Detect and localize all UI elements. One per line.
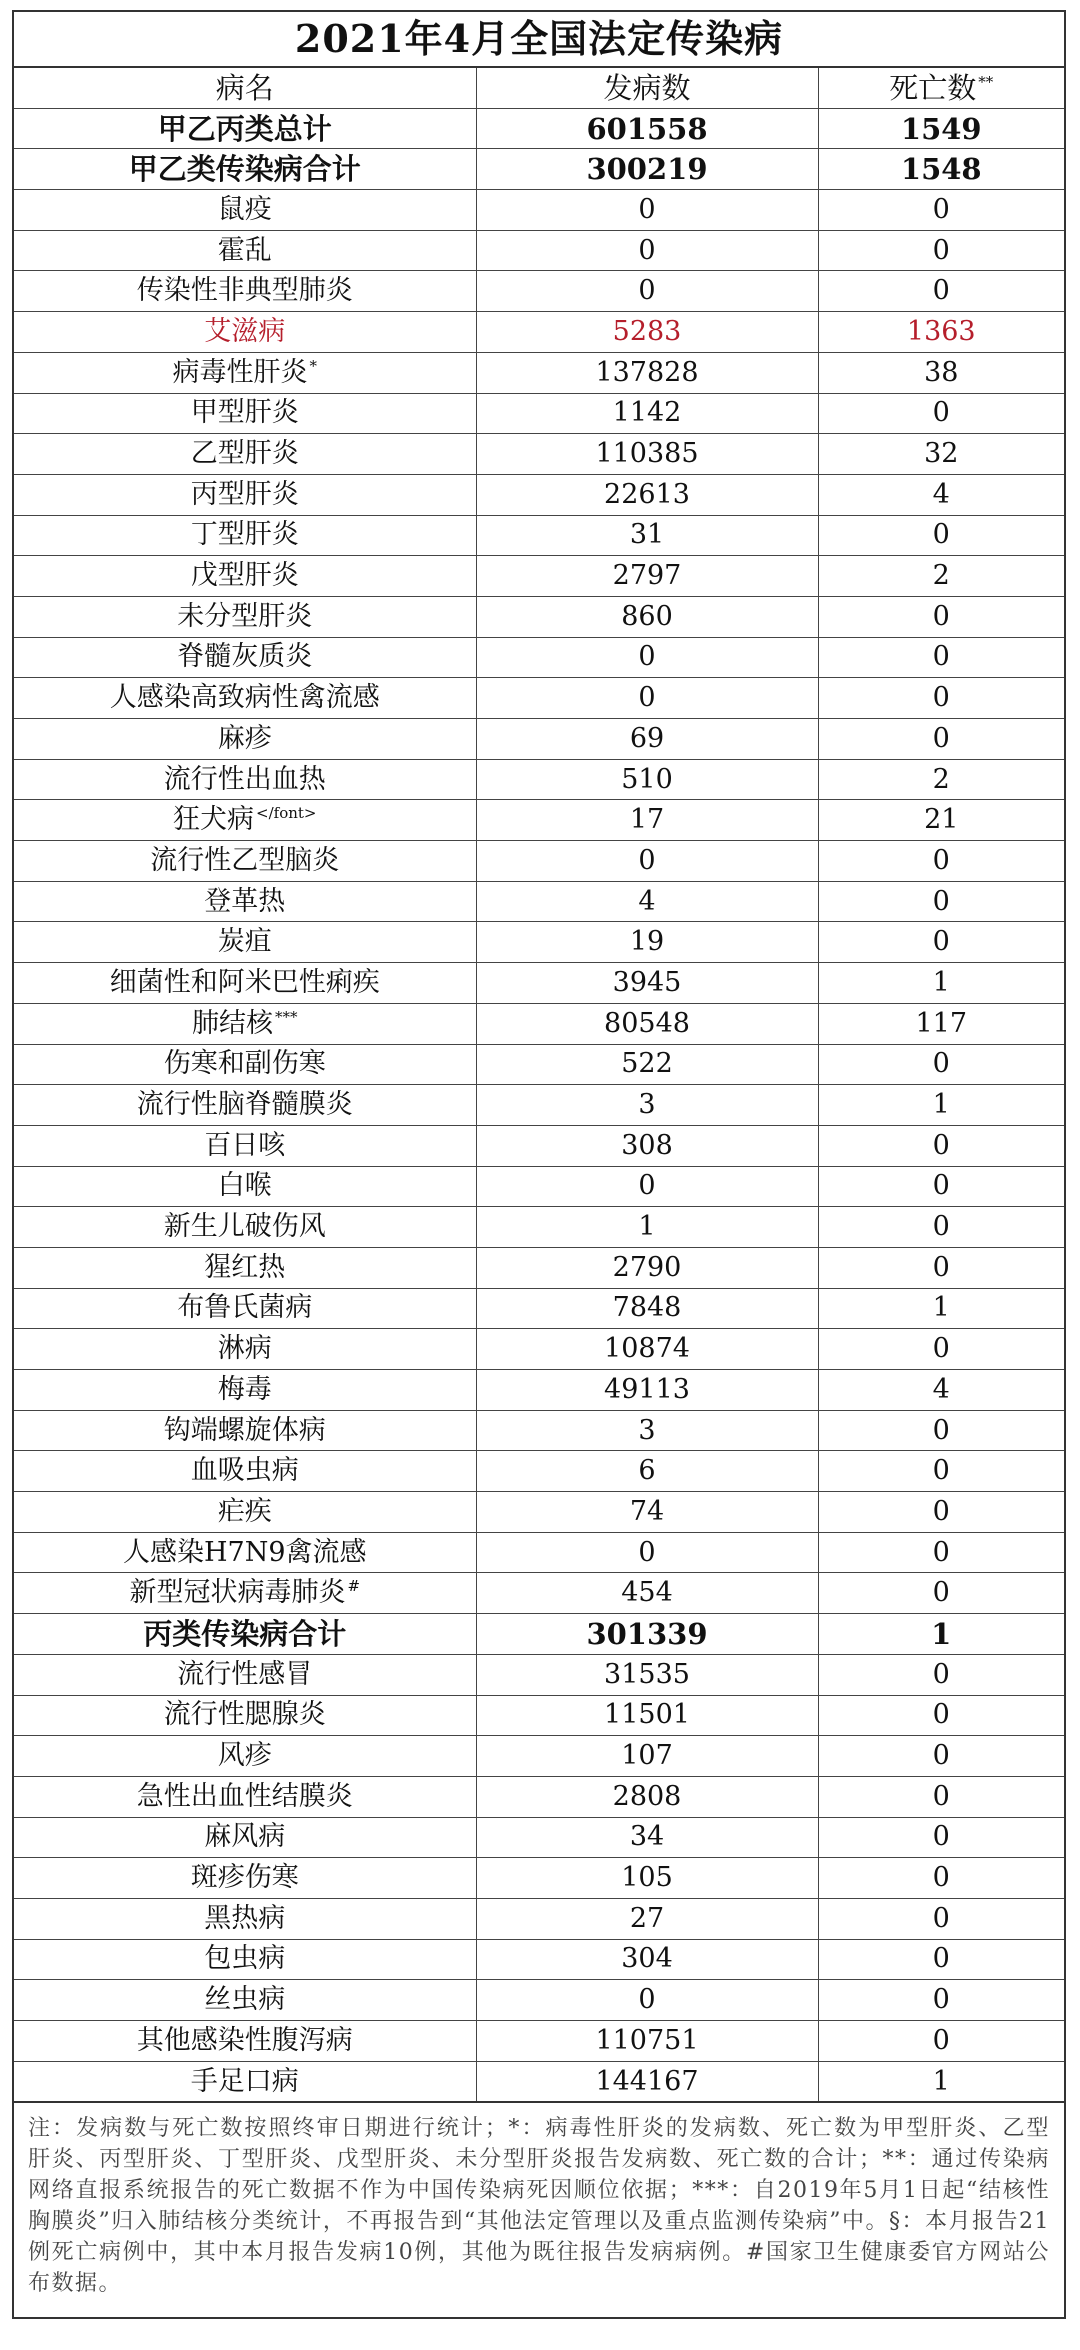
cases-cell: 31535	[476, 1654, 818, 1695]
disease-name: 流行性脑脊髓膜炎	[136, 1089, 353, 1121]
deaths-cell: 0	[818, 881, 1064, 922]
deaths-cell: 0	[818, 393, 1064, 434]
disease-name: 梅毒	[217, 1373, 272, 1405]
table-row	[14, 230, 1064, 271]
deaths-cell: 0	[818, 841, 1064, 882]
disease-name: 麻风病	[204, 1821, 286, 1853]
disease-name: 其他感染性腹泻病	[136, 2024, 353, 2056]
table-row	[14, 881, 1064, 922]
table-row	[14, 2021, 1064, 2062]
cases-cell: 6	[476, 1451, 818, 1492]
table-row	[14, 963, 1064, 1004]
deaths-cell: 1	[818, 1614, 1064, 1655]
disease-name-cell	[14, 1085, 476, 1126]
disease-name-cell	[14, 1736, 476, 1777]
deaths-cell: 0	[818, 1044, 1064, 1085]
cases-cell: 105	[476, 1858, 818, 1899]
disease-name: 新生儿破伤风	[163, 1211, 326, 1243]
disease-name: 疟疾	[217, 1495, 272, 1527]
table-row	[14, 759, 1064, 800]
cases-cell: 0	[476, 230, 818, 271]
disease-name: 霍乱	[217, 234, 272, 266]
table-row	[14, 434, 1064, 475]
disease-name: 包虫病	[204, 1943, 286, 1975]
deaths-cell: 0	[818, 271, 1064, 312]
table-row	[14, 1695, 1064, 1736]
disease-name-cell	[14, 1654, 476, 1695]
table-row	[14, 1898, 1064, 1939]
disease-name: 丙型肝炎	[190, 478, 299, 510]
deaths-cell: 4	[818, 1370, 1064, 1411]
disease-name: 肺结核	[192, 1007, 273, 1039]
disease-name-cell	[14, 841, 476, 882]
page-title: 2021年4月全国法定传染病	[14, 12, 1064, 68]
header-deaths	[818, 68, 1064, 108]
disease-name-cell	[14, 922, 476, 963]
disease-name-cell	[14, 800, 476, 841]
disease-name-cell	[14, 1614, 476, 1655]
disease-name-cell	[14, 1288, 476, 1329]
disease-name: 流行性出血热	[163, 763, 326, 795]
disease-name-cell	[14, 556, 476, 597]
disease-name-cell	[14, 1410, 476, 1451]
header-deaths-mark: **	[978, 73, 994, 92]
table-row	[14, 841, 1064, 882]
disease-name-cell	[14, 1573, 476, 1614]
table-row	[14, 637, 1064, 678]
disease-name: 急性出血性结膜炎	[136, 1780, 353, 1812]
disease-name: 脊髓灰质炎	[177, 641, 313, 673]
disease-name: 风疹	[217, 1740, 272, 1772]
table-header-row	[14, 68, 1064, 108]
cases-cell: 5283	[476, 312, 818, 353]
disease-name-cell	[14, 312, 476, 353]
deaths-cell: 0	[818, 1736, 1064, 1777]
table-row	[14, 1492, 1064, 1533]
cases-cell: 3	[476, 1410, 818, 1451]
disease-name-cell	[14, 1858, 476, 1899]
cases-cell: 11501	[476, 1695, 818, 1736]
deaths-cell: 0	[818, 1451, 1064, 1492]
table-row	[14, 1125, 1064, 1166]
disease-name: 布鲁氏菌病	[177, 1292, 313, 1324]
deaths-cell: 0	[818, 637, 1064, 678]
disease-name-cell	[14, 1532, 476, 1573]
disease-name: 登革热	[204, 885, 286, 917]
disease-name-cell	[14, 881, 476, 922]
disease-name: 流行性乙型脑炎	[150, 844, 340, 876]
cases-cell: 110385	[476, 434, 818, 475]
table-row	[14, 1654, 1064, 1695]
disease-name-cell	[14, 1898, 476, 1939]
table-row	[14, 596, 1064, 637]
table-row	[14, 1817, 1064, 1858]
cases-cell: 308	[476, 1125, 818, 1166]
disease-name: 白喉	[217, 1170, 272, 1202]
deaths-cell: 1549	[818, 108, 1064, 149]
cases-cell: 304	[476, 1939, 818, 1980]
table-row	[14, 1776, 1064, 1817]
deaths-cell: 1363	[818, 312, 1064, 353]
cases-cell: 10874	[476, 1329, 818, 1370]
table-row	[14, 1044, 1064, 1085]
cases-cell: 0	[476, 678, 818, 719]
table-row	[14, 1451, 1064, 1492]
table-row	[14, 108, 1064, 149]
cases-cell: 80548	[476, 1003, 818, 1044]
disease-name-cell	[14, 1003, 476, 1044]
cases-cell: 69	[476, 719, 818, 760]
table-row	[14, 1003, 1064, 1044]
table-row	[14, 1939, 1064, 1980]
disease-name: 病毒性肝炎	[172, 356, 308, 388]
cases-cell: 110751	[476, 2021, 818, 2062]
cases-cell: 2790	[476, 1247, 818, 1288]
disease-name-cell	[14, 1329, 476, 1370]
disease-name-cell	[14, 963, 476, 1004]
cases-cell: 74	[476, 1492, 818, 1533]
disease-name-cell	[14, 271, 476, 312]
deaths-cell: 1	[818, 963, 1064, 1004]
cases-cell: 17	[476, 800, 818, 841]
footnote-mark: #	[347, 1577, 361, 1596]
cases-cell: 4	[476, 881, 818, 922]
deaths-cell: 0	[818, 596, 1064, 637]
disease-name: 甲乙类传染病合计	[128, 152, 361, 187]
deaths-cell: 0	[818, 190, 1064, 231]
table-row	[14, 393, 1064, 434]
table-row	[14, 1288, 1064, 1329]
footnote-mark: </font>	[256, 804, 317, 823]
table-row	[14, 1614, 1064, 1655]
cases-cell: 0	[476, 637, 818, 678]
table-row	[14, 1207, 1064, 1248]
disease-name: 鼠疫	[217, 193, 272, 225]
disease-name-cell	[14, 108, 476, 149]
table-row	[14, 556, 1064, 597]
table-row	[14, 190, 1064, 231]
disease-name-cell	[14, 1776, 476, 1817]
table-row	[14, 149, 1064, 190]
deaths-cell: 0	[818, 2021, 1064, 2062]
header-deaths-label: 死亡数	[889, 70, 977, 105]
deaths-cell: 0	[818, 1125, 1064, 1166]
cases-cell: 19	[476, 922, 818, 963]
deaths-cell: 38	[818, 352, 1064, 393]
cases-cell: 2797	[476, 556, 818, 597]
cases-cell: 860	[476, 596, 818, 637]
disease-name: 麻疹	[217, 722, 272, 754]
table-row	[14, 474, 1064, 515]
disease-name-cell	[14, 1451, 476, 1492]
table-row	[14, 1573, 1064, 1614]
footnote-mark: *	[309, 356, 317, 375]
deaths-cell: 4	[818, 474, 1064, 515]
cases-cell: 0	[476, 1532, 818, 1573]
deaths-cell: 0	[818, 1207, 1064, 1248]
disease-name-cell	[14, 474, 476, 515]
disease-name: 钩端螺旋体病	[163, 1414, 326, 1446]
deaths-cell: 0	[818, 1247, 1064, 1288]
disease-name: 伤寒和副伤寒	[163, 1048, 326, 1080]
disease-name-cell	[14, 1207, 476, 1248]
table-row	[14, 922, 1064, 963]
disease-name: 流行性感冒	[177, 1658, 313, 1690]
cases-cell: 144167	[476, 2061, 818, 2101]
table-body	[14, 108, 1064, 2101]
disease-name-cell	[14, 230, 476, 271]
cases-cell: 0	[476, 1980, 818, 2021]
disease-name-cell	[14, 678, 476, 719]
table-row	[14, 800, 1064, 841]
disease-name: 人感染高致病性禽流感	[109, 682, 380, 714]
disease-table	[14, 68, 1064, 2101]
table-row	[14, 1247, 1064, 1288]
disease-name-cell	[14, 434, 476, 475]
footnote-mark: ***	[275, 1007, 298, 1026]
table-row	[14, 1736, 1064, 1777]
disease-name: 乙型肝炎	[190, 438, 299, 470]
deaths-cell: 1548	[818, 149, 1064, 190]
disease-name-cell	[14, 719, 476, 760]
disease-name: 传染性非典型肺炎	[136, 275, 353, 307]
deaths-cell: 0	[818, 1980, 1064, 2021]
deaths-cell: 0	[818, 1166, 1064, 1207]
cases-cell: 1142	[476, 393, 818, 434]
deaths-cell: 0	[818, 1410, 1064, 1451]
deaths-cell: 1	[818, 1085, 1064, 1126]
cases-cell: 107	[476, 1736, 818, 1777]
deaths-cell: 0	[818, 678, 1064, 719]
disease-name-cell	[14, 1247, 476, 1288]
deaths-cell: 21	[818, 800, 1064, 841]
disease-name-cell	[14, 1492, 476, 1533]
deaths-cell: 0	[818, 1654, 1064, 1695]
disease-name: 手足口病	[190, 2065, 299, 2097]
cases-cell: 522	[476, 1044, 818, 1085]
table-row	[14, 312, 1064, 353]
deaths-cell: 0	[818, 1776, 1064, 1817]
table-row	[14, 515, 1064, 556]
disease-name-cell	[14, 1695, 476, 1736]
table-row	[14, 1532, 1064, 1573]
deaths-cell: 0	[818, 515, 1064, 556]
disease-name-cell	[14, 393, 476, 434]
cases-cell: 0	[476, 1166, 818, 1207]
table-row	[14, 352, 1064, 393]
table-row	[14, 2061, 1064, 2101]
disease-name-cell	[14, 637, 476, 678]
deaths-cell: 117	[818, 1003, 1064, 1044]
disease-name-cell	[14, 2061, 476, 2101]
cases-cell: 1	[476, 1207, 818, 1248]
disease-name-cell	[14, 1980, 476, 2021]
disease-name-cell	[14, 759, 476, 800]
disease-name: 细菌性和阿米巴性痢疾	[109, 966, 380, 998]
footnote: 注：发病数与死亡数按照终审日期进行统计；*：病毒性肝炎的发病数、死亡数为甲型肝炎、乙型肝炎、丙型肝炎、丁型肝炎、戊型肝炎、未分型肝炎报告发病数、死亡数的合计；**：通过传染病网络直报系统报告的死亡数据不作为中国传染病死因顺位依据；***：自2019年5月1日起“结核性胸膜炎”归入肺结核分类统计，不再报告到“其他法定管理以及重点监测传染病”中。§：本月报告21例死亡病例中，其中本月报告发病10例，其他为既往报告发病病例。#国家卫生健康委官方网站公布数据。	[14, 2101, 1064, 2317]
cases-cell: 300219	[476, 149, 818, 190]
disease-name: 炭疽	[217, 926, 272, 958]
deaths-cell: 0	[818, 1329, 1064, 1370]
disease-name: 黑热病	[204, 1902, 286, 1934]
disease-name: 甲型肝炎	[190, 397, 299, 429]
cases-cell: 22613	[476, 474, 818, 515]
deaths-cell: 0	[818, 1939, 1064, 1980]
cases-cell: 0	[476, 841, 818, 882]
table-row	[14, 719, 1064, 760]
disease-name-cell	[14, 1939, 476, 1980]
cases-cell: 31	[476, 515, 818, 556]
table-row	[14, 271, 1064, 312]
deaths-cell: 0	[818, 1695, 1064, 1736]
cases-cell: 7848	[476, 1288, 818, 1329]
disease-name: 人感染H7N9禽流感	[122, 1536, 367, 1568]
table-row	[14, 1166, 1064, 1207]
disease-name: 甲乙丙类总计	[157, 111, 332, 146]
table-row	[14, 1370, 1064, 1411]
disease-name-cell	[14, 149, 476, 190]
cases-cell: 3	[476, 1085, 818, 1126]
disease-name: 丁型肝炎	[190, 519, 299, 551]
cases-cell: 137828	[476, 352, 818, 393]
deaths-cell: 0	[818, 922, 1064, 963]
cases-cell: 49113	[476, 1370, 818, 1411]
disease-name: 丝虫病	[204, 1984, 286, 2016]
deaths-cell: 0	[818, 1532, 1064, 1573]
disease-name: 戊型肝炎	[190, 560, 299, 592]
disease-name-cell	[14, 352, 476, 393]
disease-name-cell	[14, 1125, 476, 1166]
deaths-cell: 0	[818, 230, 1064, 271]
cases-cell: 301339	[476, 1614, 818, 1655]
table-row	[14, 1980, 1064, 2021]
disease-name: 百日咳	[204, 1129, 286, 1161]
cases-cell: 510	[476, 759, 818, 800]
cases-cell: 0	[476, 190, 818, 231]
table-row	[14, 678, 1064, 719]
deaths-cell: 0	[818, 1817, 1064, 1858]
deaths-cell: 0	[818, 1898, 1064, 1939]
deaths-cell: 1	[818, 1288, 1064, 1329]
deaths-cell: 0	[818, 1492, 1064, 1533]
disease-name-cell	[14, 1166, 476, 1207]
deaths-cell: 1	[818, 2061, 1064, 2101]
table-row	[14, 1410, 1064, 1451]
deaths-cell: 32	[818, 434, 1064, 475]
disease-name: 斑疹伤寒	[190, 1862, 299, 1894]
header-cases: 发病数	[476, 68, 818, 108]
disease-name-cell	[14, 515, 476, 556]
cases-cell: 0	[476, 271, 818, 312]
cases-cell: 3945	[476, 963, 818, 1004]
cases-cell: 34	[476, 1817, 818, 1858]
cases-cell: 454	[476, 1573, 818, 1614]
table-row	[14, 1858, 1064, 1899]
disease-name-cell	[14, 2021, 476, 2062]
disease-name-cell	[14, 1370, 476, 1411]
table-row	[14, 1085, 1064, 1126]
disease-name: 新型冠状病毒肺炎	[129, 1577, 346, 1609]
deaths-cell: 0	[818, 1858, 1064, 1899]
disease-name: 未分型肝炎	[177, 600, 313, 632]
cases-cell: 2808	[476, 1776, 818, 1817]
cases-cell: 601558	[476, 108, 818, 149]
disease-name: 艾滋病	[204, 315, 286, 347]
deaths-cell: 0	[818, 719, 1064, 760]
disease-name-cell	[14, 596, 476, 637]
table-row	[14, 1329, 1064, 1370]
report-frame	[12, 10, 1066, 2319]
disease-name: 狂犬病	[173, 804, 255, 836]
deaths-cell: 2	[818, 556, 1064, 597]
deaths-cell: 2	[818, 759, 1064, 800]
disease-name: 丙类传染病合计	[143, 1616, 347, 1651]
disease-name: 淋病	[217, 1333, 272, 1365]
header-name: 病名	[14, 68, 476, 108]
disease-name: 猩红热	[204, 1251, 286, 1283]
deaths-cell: 0	[818, 1573, 1064, 1614]
disease-name: 流行性腮腺炎	[163, 1699, 326, 1731]
cases-cell: 27	[476, 1898, 818, 1939]
disease-name-cell	[14, 1817, 476, 1858]
disease-name: 血吸虫病	[190, 1455, 299, 1487]
disease-name-cell	[14, 1044, 476, 1085]
disease-name-cell	[14, 190, 476, 231]
